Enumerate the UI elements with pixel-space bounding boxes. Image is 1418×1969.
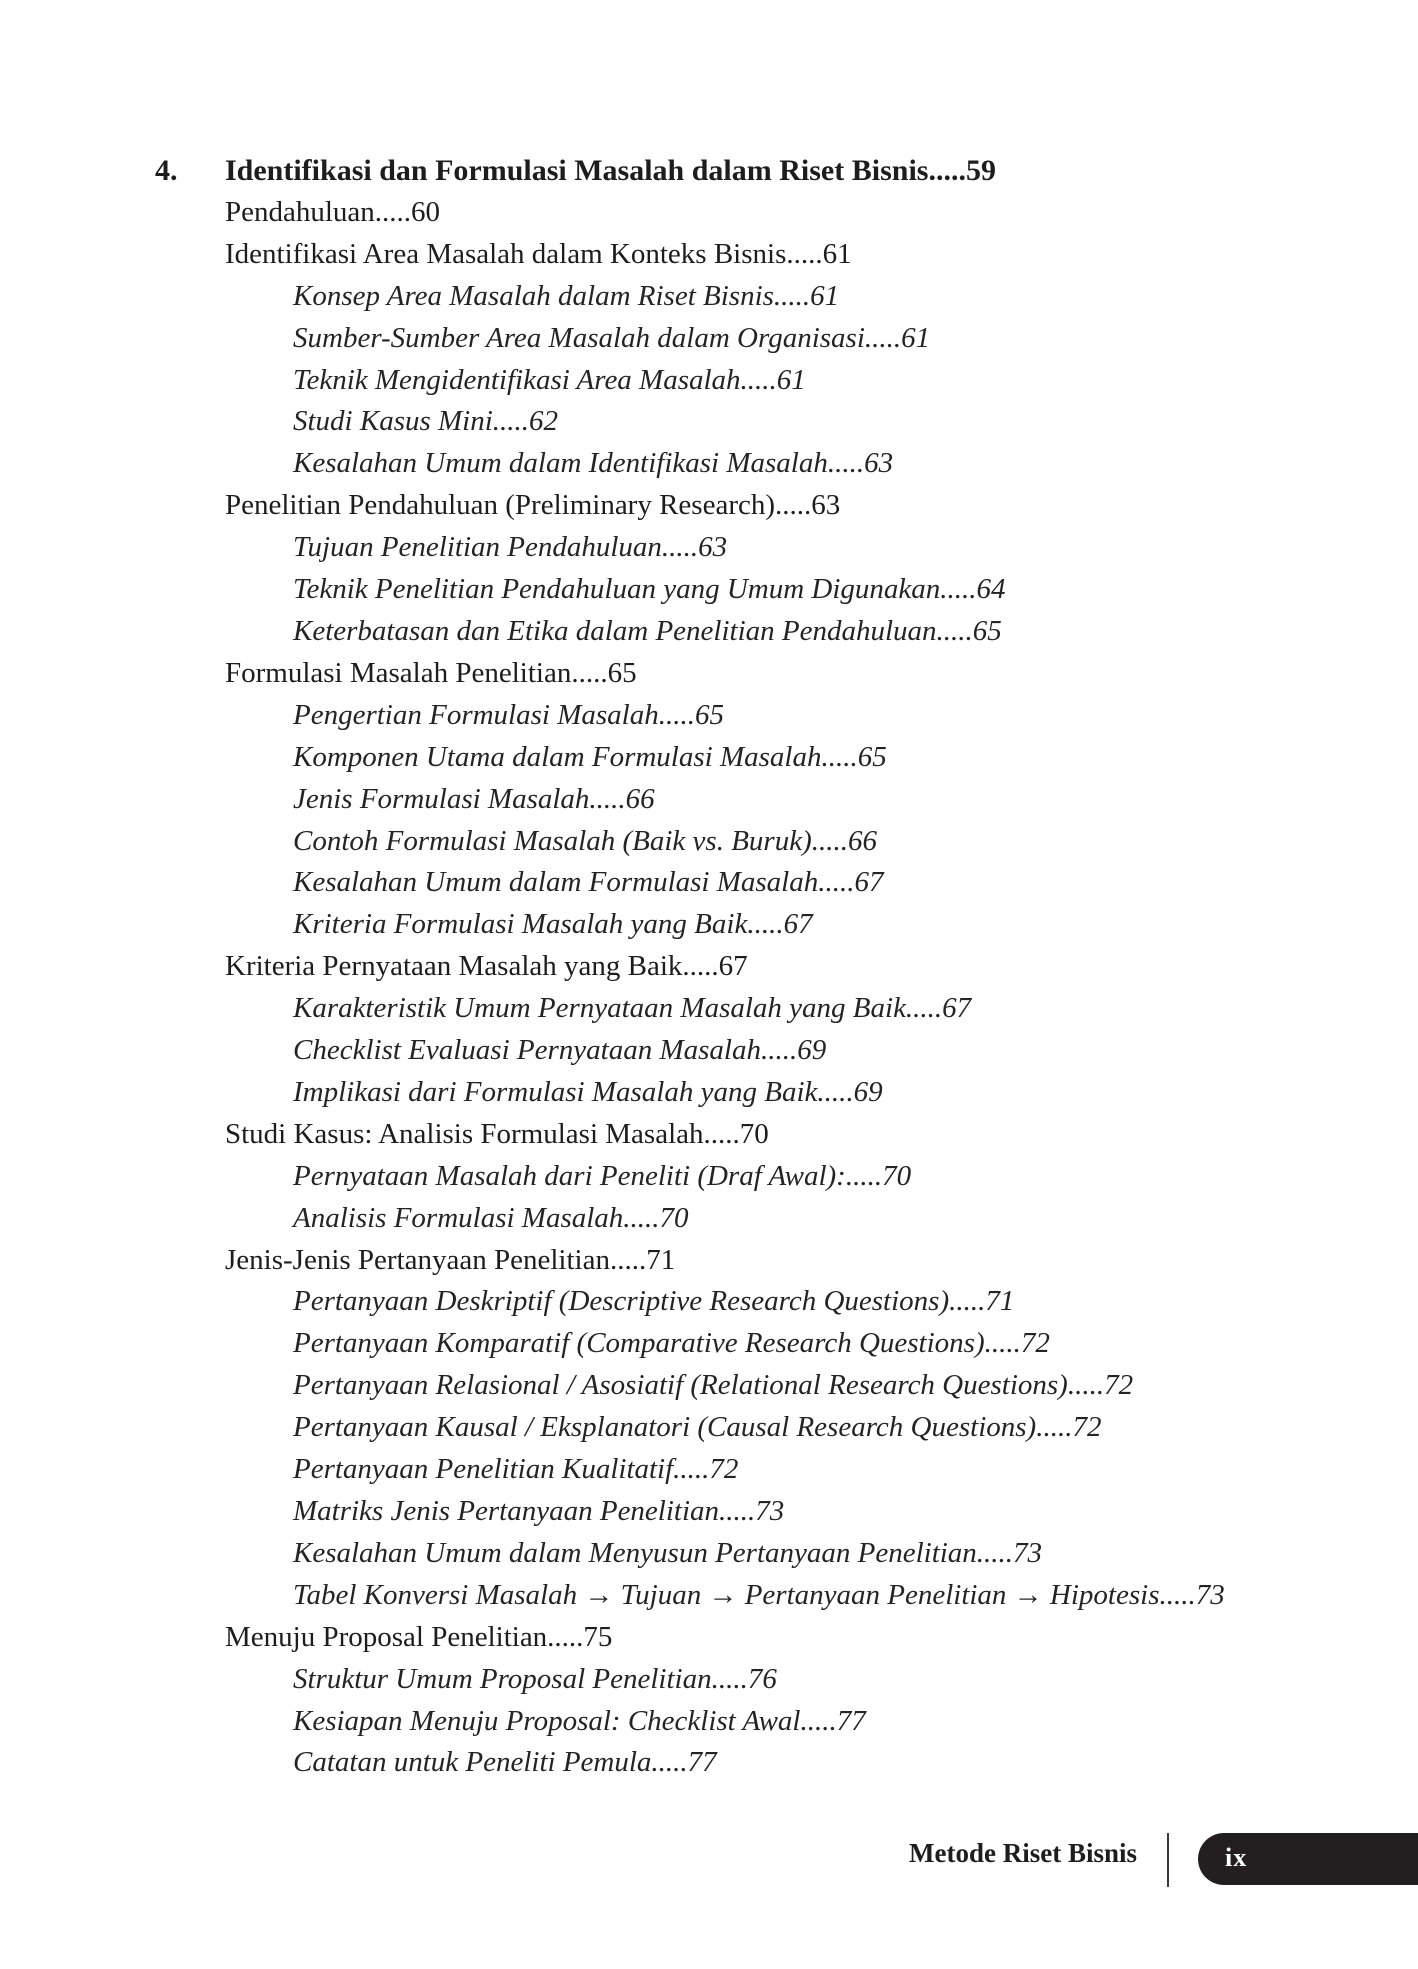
toc-entry: Pengertian Formulasi Masalah.....65	[293, 698, 724, 731]
toc-entry: Identifikasi Area Masalah dalam Konteks Bisnis.....61	[225, 237, 852, 270]
toc-entry: Kesiapan Menuju Proposal: Checklist Awal.....77	[293, 1704, 866, 1737]
toc-entry: Komponen Utama dalam Formulasi Masalah.....65	[293, 740, 887, 773]
toc-entry: Kesalahan Umum dalam Menyusun Pertanyaan Penelitian.....73	[293, 1536, 1043, 1569]
chapter-number: 4.	[155, 154, 178, 187]
toc-entry: Pendahuluan.....60	[225, 195, 441, 228]
footer-divider	[1167, 1833, 1169, 1887]
toc-entry: Catatan untuk Peneliti Pemula.....77	[293, 1746, 717, 1779]
chapter-title: Identifikasi dan Formulasi Masalah dalam Riset Bisnis.....59	[225, 154, 996, 187]
toc-entry: Sumber-Sumber Area Masalah dalam Organisasi.....61	[293, 321, 931, 354]
toc-entry: Checklist Evaluasi Pernyataan Masalah.....69	[293, 1034, 827, 1067]
toc-entry: Pernyataan Masalah dari Peneliti (Draf Awal):.....70	[293, 1159, 912, 1192]
toc-entry: Pertanyaan Relasional / Asosiatif (Relational Research Questions).....72	[293, 1369, 1134, 1402]
toc-entry: Jenis Formulasi Masalah.....66	[293, 782, 655, 815]
toc-entry: Teknik Penelitian Pendahuluan yang Umum Digunakan.....64	[293, 573, 1006, 606]
toc-entry: Pertanyaan Komparatif (Comparative Research Questions).....72	[293, 1327, 1050, 1360]
toc-entry: Penelitian Pendahuluan (Preliminary Research).....63	[225, 489, 841, 522]
toc-entry: Pertanyaan Kausal / Eksplanatori (Causal Research Questions).....72	[293, 1411, 1102, 1444]
toc-entry	[0, 150, 1418, 192]
toc-entry: Jenis-Jenis Pertanyaan Penelitian.....71	[225, 1243, 676, 1276]
toc-entry: Kesalahan Umum dalam Identifikasi Masalah.....63	[293, 447, 894, 480]
toc-entry: Kesalahan Umum dalam Formulasi Masalah.....67	[293, 866, 884, 899]
toc-entry: Formulasi Masalah Penelitian.....65	[225, 656, 637, 689]
toc-entry: Kriteria Formulasi Masalah yang Baik.....67	[293, 908, 813, 941]
footer-page-number-box	[1198, 1833, 1418, 1885]
toc-entry: Struktur Umum Proposal Penelitian.....76	[293, 1662, 777, 1695]
toc-entry: Contoh Formulasi Masalah (Baik vs. Buruk).....66	[293, 824, 877, 857]
toc-entry: Tabel Konversi Masalah → Tujuan → Pertanyaan Penelitian → Hipotesis.....73	[293, 1578, 1225, 1611]
toc-entry: Karakteristik Umum Pernyataan Masalah yang Baik.....67	[293, 992, 972, 1025]
toc-entry: Pertanyaan Penelitian Kualitatif.....72	[293, 1453, 739, 1486]
toc-entry: Analisis Formulasi Masalah.....70	[293, 1201, 689, 1234]
toc-entry: Teknik Mengidentifikasi Area Masalah.....61	[293, 363, 806, 396]
toc-entry: Menuju Proposal Penelitian.....75	[225, 1620, 613, 1653]
footer-page-number: ix	[1225, 1842, 1248, 1872]
footer-book-title: Metode Riset Bisnis	[909, 1838, 1137, 1868]
toc-entry: Pertanyaan Deskriptif (Descriptive Research Questions).....71	[293, 1285, 1015, 1318]
toc-entry: Studi Kasus Mini.....62	[293, 405, 559, 438]
table-of-contents	[0, 150, 1418, 1784]
toc-entry: Matriks Jenis Pertanyaan Penelitian.....73	[293, 1495, 785, 1527]
toc-entry: Konsep Area Masalah dalam Riset Bisnis.....61	[293, 279, 840, 312]
toc-entry: Implikasi dari Formulasi Masalah yang Baik.....69	[293, 1075, 883, 1108]
toc-entry: Studi Kasus: Analisis Formulasi Masalah.....70	[225, 1117, 769, 1150]
toc-entry: Tujuan Penelitian Pendahuluan.....63	[293, 531, 728, 564]
toc-entry: Keterbatasan dan Etika dalam Penelitian Pendahuluan.....65	[293, 614, 1002, 647]
toc-entry: Kriteria Pernyataan Masalah yang Baik.....67	[225, 950, 748, 983]
